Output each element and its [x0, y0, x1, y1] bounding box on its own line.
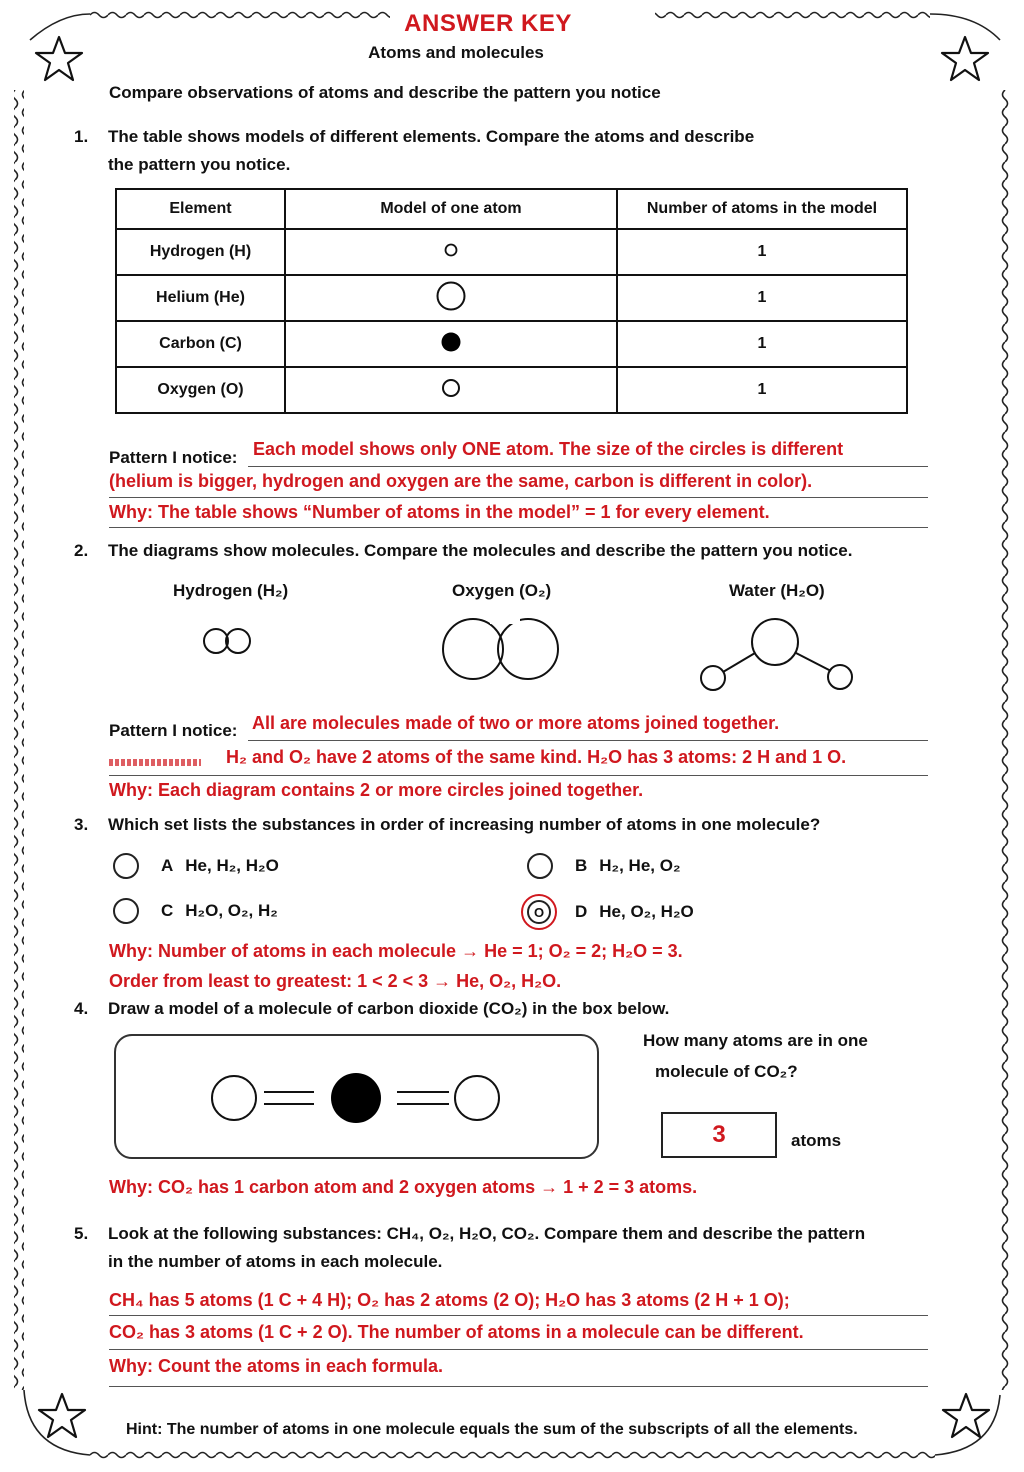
selected-mark: O: [527, 900, 551, 924]
question-number: 5.: [74, 1224, 89, 1243]
answer-line: [109, 775, 928, 776]
q1-why: Why: The table shows “Number of atoms in the model” = 1 for every element.: [109, 502, 770, 522]
star-icon: [943, 1394, 989, 1437]
q2-why: Why: Each diagram contains 2 or more circles joined together.: [109, 780, 644, 800]
table-header-row: [116, 189, 907, 229]
element-name: Oxygen (O): [116, 367, 285, 413]
q1-prompt: the pattern you notice.: [108, 155, 291, 174]
star-icon: [39, 1394, 85, 1437]
oxygen-molecule-atom: [443, 619, 503, 679]
radio-button[interactable]: [113, 898, 139, 924]
radio-button[interactable]: [113, 853, 139, 879]
q5-answer: CO₂ has 3 atoms (1 C + 2 O). The number of atoms in a molecule can be different.: [109, 1322, 804, 1342]
q3-why: Order from least to greatest: 1 < 2 < 3 → He, O₂, H₂O.: [109, 971, 562, 991]
atom-count: 1: [617, 229, 907, 275]
atom-count-answer-box[interactable]: 3: [661, 1112, 777, 1158]
question-number: 3.: [74, 815, 89, 834]
q4-question: molecule of CO₂?: [655, 1062, 798, 1081]
q1-prompt: The table shows models of different elements. Compare the atoms and describe: [108, 127, 755, 146]
filled-circle-icon: [439, 330, 463, 354]
pattern-label: Pattern I notice:: [109, 448, 238, 467]
option-letter: C: [161, 901, 174, 920]
option-c[interactable]: [113, 898, 278, 924]
element-name: Carbon (C): [116, 321, 285, 367]
q1-answer: (helium is bigger, hydrogen and oxygen are the same, carbon is different in color).: [109, 471, 813, 491]
drawing-box[interactable]: [114, 1034, 599, 1159]
option-text: H₂O, O₂, H₂: [185, 901, 278, 920]
pattern-label: Pattern I notice:: [109, 721, 238, 740]
hydrogen-molecule-atom: [204, 629, 228, 653]
carbon-atom: [331, 1073, 381, 1123]
atom-model: [285, 321, 617, 367]
intro-text: Compare observations of atoms and describe the pattern you notice: [109, 83, 661, 102]
table-row: [116, 229, 907, 275]
small-open-circle-icon: [441, 240, 461, 260]
page-title: Atoms and molecules: [368, 43, 544, 62]
water-hydrogen-atom: [828, 665, 852, 689]
column-header: Element: [116, 189, 285, 229]
option-a[interactable]: [113, 853, 279, 879]
element-name: Helium (He): [116, 275, 285, 321]
option-letter: D: [575, 902, 588, 921]
elements-table: [115, 188, 908, 414]
q5-prompt: in the number of atoms in each molecule.: [108, 1252, 443, 1271]
selected-radio-button[interactable]: [521, 894, 557, 930]
column-header: Number of atoms in the model: [617, 189, 907, 229]
q3-why: Why: Number of atoms in each molecule → He = 1; O₂ = 2; H₂O = 3.: [109, 941, 683, 961]
element-name: Hydrogen (H): [116, 229, 285, 275]
option-text: H₂, He, O₂: [599, 856, 681, 875]
medium-open-circle-icon: [439, 376, 463, 400]
answer-line: [109, 527, 928, 528]
water-hydrogen-atom: [701, 666, 725, 690]
answer-line: [109, 1349, 928, 1350]
atom-count: 1: [617, 367, 907, 413]
answer-line: [248, 740, 928, 741]
question-number: 4.: [74, 999, 89, 1018]
q5-prompt: Look at the following substances: CH₄, O₂, H₂O, CO₂. Compare them and describe the pattern: [108, 1224, 866, 1243]
q2-answer: All are molecules made of two or more atoms joined together.: [252, 713, 780, 733]
option-text: He, O₂, H₂O: [599, 902, 694, 921]
answer-line: [109, 1386, 928, 1387]
large-open-circle-icon: [434, 279, 468, 313]
answer-key-title: ANSWER KEY: [404, 10, 572, 37]
co2-molecule-drawing: [116, 1036, 601, 1161]
atom-count: 1: [617, 321, 907, 367]
table-row: [116, 367, 907, 413]
water-oxygen-atom: [752, 619, 798, 665]
answer-line: [109, 497, 928, 498]
q4-why: Why: CO₂ has 1 carbon atom and 2 oxygen atoms → 1 + 2 = 3 atoms.: [109, 1177, 698, 1197]
column-header: Model of one atom: [285, 189, 617, 229]
q2-answer: H₂ and O₂ have 2 atoms of the same kind. H₂O has 3 atoms: 2 H and 1 O.: [226, 747, 847, 767]
atom-model: [285, 275, 617, 321]
table-row: [116, 275, 907, 321]
table-row: [116, 321, 907, 367]
q4-question: How many atoms are in one: [643, 1031, 868, 1050]
oxygen-molecule-atom: [498, 619, 558, 679]
oxygen-atom: [455, 1076, 499, 1120]
question-number: 2.: [74, 541, 89, 560]
diagram-label: Hydrogen (H₂): [173, 581, 289, 600]
q5-why: Why: Count the atoms in each formula.: [109, 1356, 444, 1376]
option-d[interactable]: [521, 894, 694, 930]
star-icon: [942, 37, 988, 80]
question-number: 1.: [74, 127, 89, 146]
molecule-diagrams: [190, 610, 890, 700]
atom-count: 1: [617, 275, 907, 321]
q2-prompt: The diagrams show molecules. Compare the molecules and describe the pattern you notice.: [108, 541, 853, 560]
atom-model: [285, 229, 617, 275]
q3-prompt: Which set lists the substances in order of increasing number of atoms in one molecule?: [108, 815, 821, 834]
answer-unit: atoms: [791, 1131, 842, 1150]
atom-model: [285, 367, 617, 413]
option-letter: A: [161, 856, 174, 875]
hint-text: Hint: The number of atoms in one molecule equals the sum of the subscripts of all the elements.: [126, 1421, 858, 1438]
answer-line: [248, 466, 928, 467]
q1-answer: Each model shows only ONE atom. The size of the circles is different: [253, 439, 844, 459]
q5-answer: CH₄ has 5 atoms (1 C + 4 H); O₂ has 2 atoms (2 O); H₂O has 3 atoms (2 H + 1 O);: [109, 1290, 790, 1310]
option-text: He, H₂, H₂O: [185, 856, 279, 875]
scribble-mark: [109, 759, 201, 766]
option-letter: B: [575, 856, 588, 875]
q4-prompt: Draw a model of a molecule of carbon dioxide (CO₂) in the box below.: [108, 999, 670, 1018]
diagram-label: Water (H₂O): [729, 581, 825, 600]
diagram-label: Oxygen (O₂): [452, 581, 552, 600]
hydrogen-molecule-atom: [226, 629, 250, 653]
oxygen-atom: [212, 1076, 256, 1120]
option-b[interactable]: [527, 853, 681, 879]
answer-line: [109, 1315, 928, 1316]
radio-button[interactable]: [527, 853, 553, 879]
